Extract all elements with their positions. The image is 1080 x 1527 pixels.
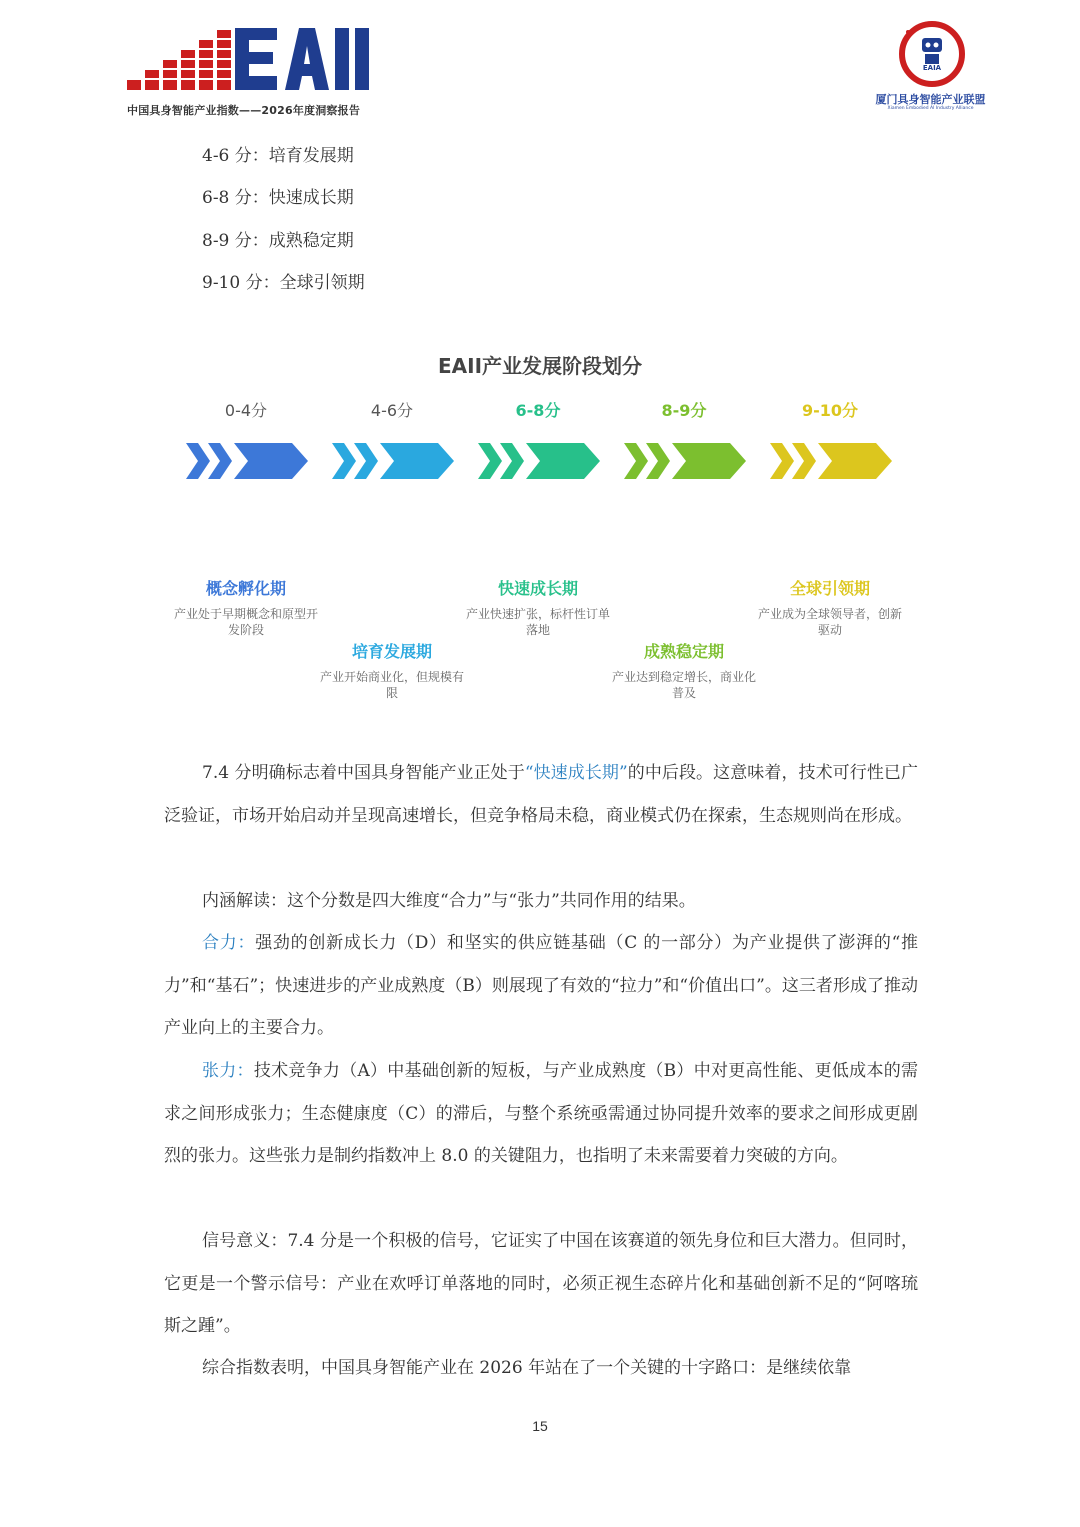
highlight-fast-growth: “快速成长期” xyxy=(524,763,628,783)
paragraph-tension: 张力：技术竞争力（A）中基础创新的短板，与产业成熟度（B）中对更高性能、更低成本的需求之间形成张力；生态健康度（C）的滞后，与整个系统亟需通过协同提升效率的要求之间形成更剧烈的张力。这些张力是制约指数冲上 8.0 的关键阻力，也指明了未来需要着力突破的方向。 xyxy=(164,1061,918,1166)
stage-arrow-2 xyxy=(332,443,454,479)
stage-arrow-block xyxy=(526,443,600,479)
stage-name-1: 概念孵化期 xyxy=(205,579,286,598)
stage-range-1: 0-4分 xyxy=(224,401,268,420)
stage-range-4: 8-9分 xyxy=(661,401,707,420)
score-line-9-10: 9-10 分：全球引领期 xyxy=(202,273,365,293)
stage-chevron xyxy=(770,443,794,479)
stage-arrow-block xyxy=(818,443,892,479)
stage-arrow-4 xyxy=(624,443,746,479)
stage-name-4: 成熟稳定期 xyxy=(643,642,724,661)
score-line-8-9: 8-9 分：成熟稳定期 xyxy=(202,231,354,251)
paragraph-signal: 信号意义：7.4 分是一个积极的信号，它证实了中国在该赛道的领先身位和巨大潜力。但同时，它更是一个警示信号：产业在欢呼订单落地的同时，必须正视生态碎片化和基础创新不足的“阿喀琉斯之踵”。 xyxy=(164,1231,918,1336)
paragraph-summary: 综合指数表明，中国具身智能产业在 2026 年站在了一个关键的十字路口：是继续依靠 xyxy=(202,1358,852,1378)
stage-name-5: 全球引领期 xyxy=(789,579,870,598)
stage-arrows xyxy=(180,435,900,490)
paragraph-joint-force: 合力：强劲的创新成长力（D）和坚实的供应链基础（C 的一部分）为产业提供了澎湃的“推力”和“基石”；快速进步的产业成熟度（B）则展现了有效的“拉力”和“价值出口”。这三者形成了推动产业向上的主要合力。 xyxy=(164,933,919,1038)
stage-name-2: 培育发展期 xyxy=(351,642,432,661)
stage-arrow-1 xyxy=(186,443,308,479)
stage-range-5: 9-10分 xyxy=(801,401,859,420)
stage-range-2: 4-6分 xyxy=(370,401,414,420)
stage-range-3: 6-8分 xyxy=(515,401,561,420)
alliance-name: 厦门具身智能产业联盟 xyxy=(875,93,986,106)
label-joint-force: 合力： xyxy=(202,933,256,953)
stage-arrow-3 xyxy=(478,443,600,479)
stage-chevron xyxy=(478,443,502,479)
label-tension: 张力： xyxy=(202,1061,254,1081)
stage-chevron xyxy=(624,443,648,479)
stage-desc-4: 产业达到稳定增长，商业化普及 xyxy=(611,670,756,700)
stage-arrow-block xyxy=(380,443,454,479)
stage-desc-3: 产业快速扩张，标杆性订单落地 xyxy=(465,607,610,637)
chart-title: EAII产业发展阶段划分 xyxy=(437,354,643,378)
stage-chevron xyxy=(186,443,210,479)
page-number: 15 xyxy=(532,1418,548,1434)
stage-name-3: 快速成长期 xyxy=(497,579,578,598)
score-line-6-8: 6-8 分：快速成长期 xyxy=(202,188,354,208)
paragraph-conclusion: 7.4 分明确标志着中国具身智能产业正处于“快速成长期”的中后段。这意味着，技术可行性已广泛验证，市场开始启动并呈现高速增长，但竞争格局未稳，商业模式仍在探索，生态规则尚在形成。 xyxy=(164,763,918,826)
stage-chevron xyxy=(332,443,356,479)
report-subtitle: 中国具身智能产业指数——2026年度洞察报告 xyxy=(127,104,361,117)
stage-desc-1: 产业处于早期概念和原型开发阶段 xyxy=(173,607,318,637)
stage-arrow-block xyxy=(234,443,308,479)
stage-arrow-block xyxy=(672,443,746,479)
alliance-name-en: Xiamen Embodied AI Industry Alliance xyxy=(887,106,974,111)
stage-desc-2: 产业开始商业化，但规模有限 xyxy=(319,670,464,700)
stage-arrow-5 xyxy=(770,443,892,479)
stage-desc-5: 产业成为全球领导者，创新驱动 xyxy=(757,607,902,637)
stage-chevron xyxy=(646,443,670,479)
stage-chevron xyxy=(354,443,378,479)
alliance-logo-text: EAIA xyxy=(922,64,942,72)
score-line-4-6: 4-6 分：培育发展期 xyxy=(202,146,354,166)
stage-chevron xyxy=(208,443,232,479)
stage-chevron xyxy=(500,443,524,479)
stage-chevron xyxy=(792,443,816,479)
paragraph-interpretation: 内涵解读：这个分数是四大维度“合力”与“张力”共同作用的结果。 xyxy=(202,891,696,911)
